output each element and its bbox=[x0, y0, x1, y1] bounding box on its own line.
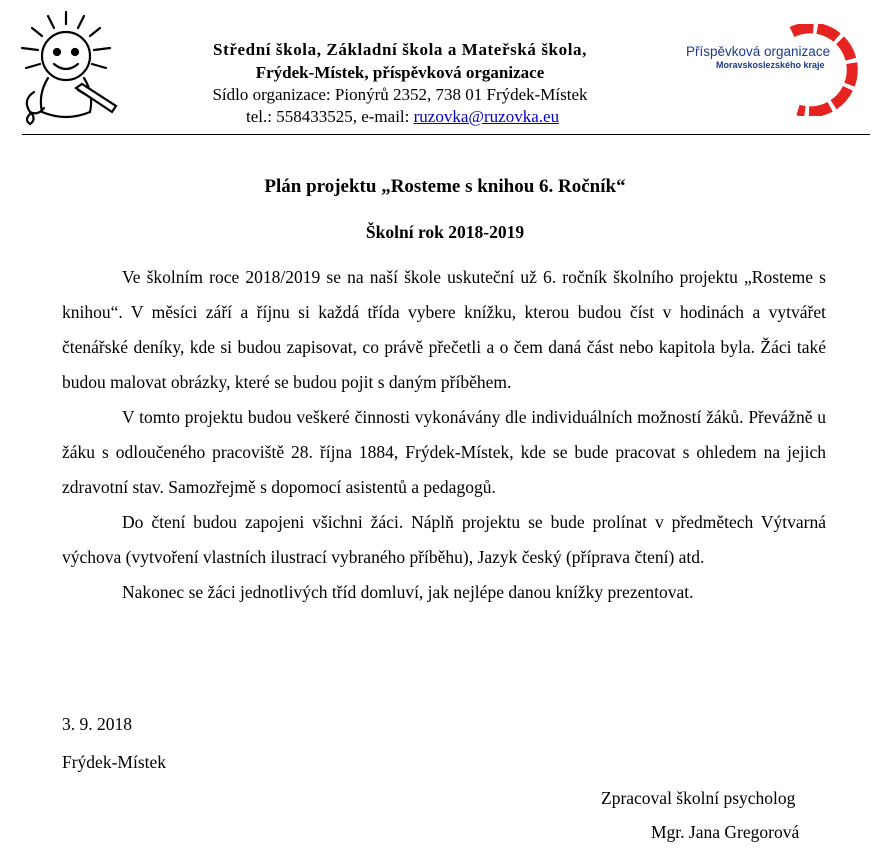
school-contact bbox=[246, 106, 559, 128]
header-rule bbox=[22, 134, 870, 135]
paragraph: Do čtení budou zapojeni všichni žáci. Náplň projektu se bude prolínat v předmětech Výtvarná výchova (vytvoření vlastních ilustrací vybraného příběhu), Jazyk český (příprava čtení) atd. bbox=[62, 512, 826, 567]
paragraph: V tomto projektu budou veškeré činnosti vykonávány dle individuálních možností žáků. Převážně u žáku s odloučeného pracoviště 28. října 1884, Frýdek-Místek, kde se bude pracovat s ohledem na jejich zdravotní stav. Samozřejmě s dopomocí asistentů a pedagogů. bbox=[62, 407, 826, 497]
document-place: Frýdek-Místek bbox=[62, 752, 167, 772]
school-subtitle: Frýdek-Místek, příspěvková organizace bbox=[255, 63, 545, 82]
document-title: Plán projektu „Rosteme s knihou 6. Ročník“ bbox=[264, 176, 626, 197]
document-subtitle: Školní rok 2018-2019 bbox=[365, 222, 525, 242]
letterhead bbox=[0, 0, 890, 140]
paragraph: Ve školním roce 2018/2019 se na naší škole uskuteční už 6. ročník školního projektu „Rosteme s knihou“. V měsíci září a říjnu si každá třída vybere knížku, kterou budou číst v hodinách a vytvářet čtenářské deníky, kde si budou zapisovat, co právě přečetli a o čem daná část nebo kapitola byla. Žáci také budou malovat obrázky, které se budou pojit s daným příběhem. bbox=[62, 267, 826, 392]
signature-role: Zpracoval školní psycholog bbox=[601, 788, 796, 808]
document-date: 3. 9. 2018 bbox=[62, 714, 132, 734]
paragraph: Nakonec se žáci jednotlivých tříd domluví, jak nejlépe danou knížky prezentovat. bbox=[122, 582, 694, 602]
org-logo-title: Příspěvková organizace bbox=[686, 44, 831, 59]
org-logo-subtitle: Moravskoslezského kraje bbox=[716, 60, 825, 70]
msk-region-ring-icon bbox=[680, 24, 880, 116]
document-body bbox=[62, 260, 826, 610]
signature-name: Mgr. Jana Gregorová bbox=[651, 822, 800, 842]
sun-child-drawing-icon bbox=[8, 4, 128, 129]
contact-phone: tel.: 558433525, e-mail: bbox=[246, 107, 414, 126]
school-address: Sídlo organizace: Pionýrů 2352, 738 01 Frýdek-Místek bbox=[212, 85, 588, 104]
email-link[interactable]: ruzovka@ruzovka.eu bbox=[413, 107, 560, 126]
school-name: Střední škola, Základní škola a Mateřská škola, bbox=[213, 40, 587, 59]
